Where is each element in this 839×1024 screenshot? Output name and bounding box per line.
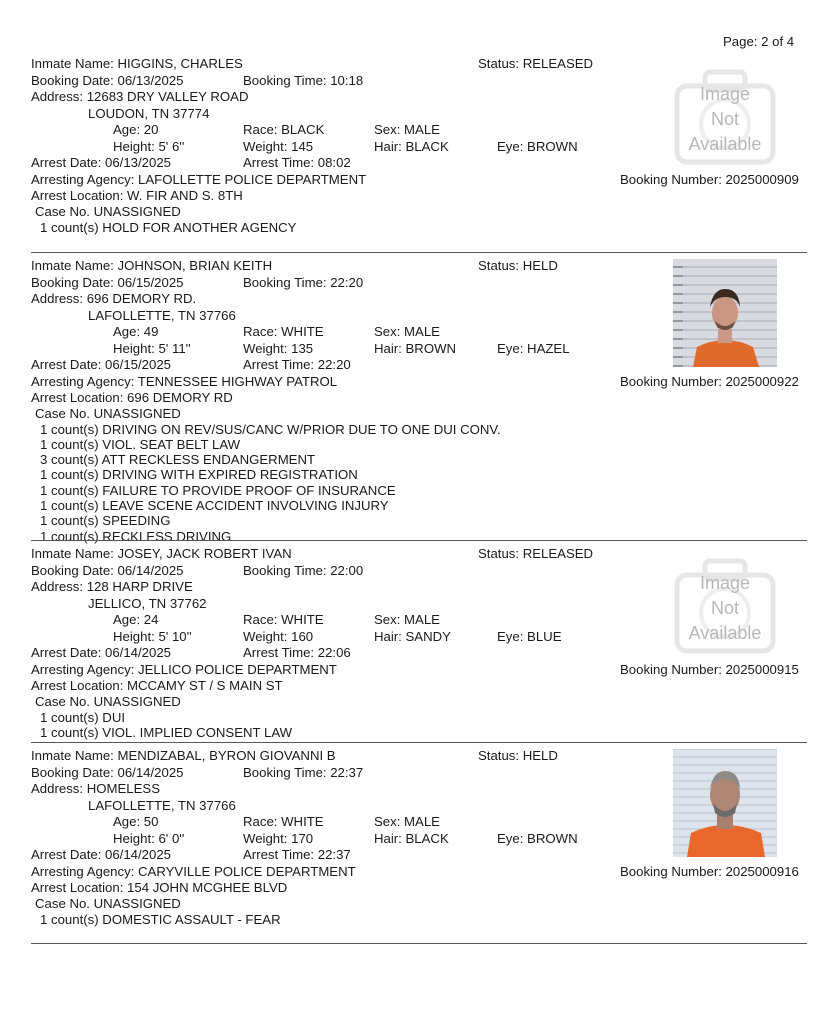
status: Status: RELEASED	[478, 56, 594, 71]
divider-bottom	[31, 943, 807, 944]
address-line1: Address: 12683 DRY VALLEY ROAD	[31, 89, 249, 104]
arresting-agency: Arresting Agency: CARYVILLE POLICE DEPARTMENT	[31, 863, 356, 879]
arrest-time: Arrest Time: 22:37	[243, 847, 351, 862]
booking-time: Booking Time: 10:18	[243, 72, 364, 88]
arrest-location: Arrest Location: 154 JOHN MCGHEE BLVD	[31, 880, 288, 895]
hair: Hair: BLACK	[374, 138, 449, 154]
booking-date: Booking Date: 06/14/2025	[31, 764, 184, 780]
charge-line: 1 count(s) SPEEDING	[40, 513, 171, 529]
weight: Weight: 170	[243, 830, 314, 846]
charge-line: 1 count(s) VIOL. IMPLIED CONSENT LAW	[40, 724, 293, 740]
address-line2: LOUDON, TN 37774	[88, 105, 210, 121]
arrest-location: Arrest Location: 696 DEMORY RD	[31, 390, 233, 405]
weight: Weight: 135	[243, 340, 314, 356]
booking-number: Booking Number: 2025000909	[620, 171, 799, 187]
image-not-available-word: Image	[699, 573, 751, 593]
race: Race: WHITE	[243, 814, 324, 829]
eye: Eye: BROWN	[497, 830, 578, 846]
sex: Sex: MALE	[374, 324, 440, 339]
arresting-agency: Arresting Agency: LAFOLLETTE POLICE DEPARTMENT	[31, 171, 367, 187]
inmate-name: Inmate Name: JOSEY, JACK ROBERT IVAN	[31, 546, 292, 561]
sex: Sex: MALE	[374, 122, 440, 137]
arrest-time: Arrest Time: 22:20	[243, 357, 351, 372]
race: Race: BLACK	[243, 122, 325, 137]
image-not-available-placeholder	[673, 66, 777, 174]
age: Age: 24	[113, 612, 159, 627]
charge-line: 1 count(s) FAILURE TO PROVIDE PROOF OF INSURANCE	[40, 482, 396, 498]
weight: Weight: 145	[243, 138, 314, 154]
status: Status: HELD	[478, 258, 558, 273]
charge-line: 1 count(s) DOMESTIC ASSAULT - FEAR	[40, 911, 281, 927]
height: Height: 5' 10''	[113, 628, 192, 644]
sex: Sex: MALE	[374, 814, 440, 829]
arrest-time: Arrest Time: 08:02	[243, 155, 351, 170]
age: Age: 20	[113, 122, 159, 137]
case-number: Case No. UNASSIGNED	[35, 406, 181, 421]
page-number: Page: 2 of 4	[723, 34, 795, 49]
charge-line: 1 count(s) DUI	[40, 709, 126, 725]
image-not-available-word: Not	[710, 598, 739, 618]
booking-time: Booking Time: 22:20	[243, 274, 364, 290]
image-not-available-word: Not	[710, 109, 739, 129]
status: Status: RELEASED	[478, 546, 594, 561]
hair: Hair: BLACK	[374, 830, 449, 846]
inmate-photo	[673, 259, 777, 367]
height: Height: 5' 6''	[113, 138, 185, 154]
arrest-date: Arrest Date: 06/14/2025	[31, 847, 172, 862]
address-line1: Address: 128 HARP DRIVE	[31, 579, 193, 594]
height: Height: 6' 0''	[113, 830, 185, 846]
hair: Hair: BROWN	[374, 340, 457, 356]
height: Height: 5' 11''	[113, 340, 191, 356]
eye: Eye: BROWN	[497, 138, 578, 154]
arrest-time: Arrest Time: 22:06	[243, 645, 351, 660]
booking-number: Booking Number: 2025000916	[620, 863, 799, 879]
charge-line: 1 count(s) HOLD FOR ANOTHER AGENCY	[40, 219, 297, 235]
booking-number: Booking Number: 2025000922	[620, 373, 799, 389]
address-line1: Address: 696 DEMORY RD.	[31, 291, 197, 306]
image-not-available-word: Available	[688, 623, 762, 643]
charge-line: 1 count(s) LEAVE SCENE ACCIDENT INVOLVING INJURY	[40, 498, 389, 513]
hair: Hair: SANDY	[374, 628, 451, 644]
eye: Eye: BLUE	[497, 628, 562, 644]
booking-time: Booking Time: 22:00	[243, 562, 364, 578]
age: Age: 50	[113, 814, 159, 829]
address-line2: LAFOLLETTE, TN 37766	[88, 797, 236, 813]
record-divider	[31, 252, 807, 253]
booking-date: Booking Date: 06/13/2025	[31, 72, 184, 88]
arresting-agency: Arresting Agency: TENNESSEE HIGHWAY PATROL	[31, 373, 338, 389]
weight: Weight: 160	[243, 628, 314, 644]
charge-line: 1 count(s) DRIVING WITH EXPIRED REGISTRATION	[40, 467, 358, 483]
arrest-date: Arrest Date: 06/13/2025	[31, 155, 172, 170]
arrest-location: Arrest Location: W. FIR AND S. 8TH	[31, 188, 243, 203]
arrest-date: Arrest Date: 06/14/2025	[31, 645, 172, 660]
record-divider	[31, 540, 807, 541]
arresting-agency: Arresting Agency: JELLICO POLICE DEPARTMENT	[31, 661, 337, 677]
status: Status: HELD	[478, 748, 558, 763]
image-not-available-text	[673, 82, 777, 157]
sex: Sex: MALE	[374, 612, 440, 627]
arrest-location: Arrest Location: MCCAMY ST / S MAIN ST	[31, 678, 283, 693]
race: Race: WHITE	[243, 324, 324, 339]
address-line1: Address: HOMELESS	[31, 781, 160, 796]
image-not-available-word: Image	[699, 84, 751, 104]
inmate-name: Inmate Name: HIGGINS, CHARLES	[31, 56, 243, 71]
case-number: Case No. UNASSIGNED	[35, 896, 181, 911]
record-divider	[31, 742, 807, 743]
inmate-name: Inmate Name: MENDIZABAL, BYRON GIOVANNI B	[31, 748, 336, 763]
arrest-date: Arrest Date: 06/15/2025	[31, 357, 172, 372]
age: Age: 49	[113, 324, 159, 339]
case-number: Case No. UNASSIGNED	[35, 694, 181, 709]
booking-number: Booking Number: 2025000915	[620, 661, 799, 677]
charge-line: 1 count(s) DRIVING ON REV/SUS/CANC W/PRIOR DUE TO ONE DUI CONV.	[40, 421, 501, 437]
booking-date: Booking Date: 06/15/2025	[31, 274, 184, 290]
charge-line: 3 count(s) ATT RECKLESS ENDANGERMENT	[40, 452, 316, 468]
image-not-available-text	[673, 571, 777, 646]
case-number: Case No. UNASSIGNED	[35, 204, 181, 219]
booking-date: Booking Date: 06/14/2025	[31, 562, 184, 578]
eye: Eye: HAZEL	[497, 340, 570, 356]
charge-line: 1 count(s) VIOL. SEAT BELT LAW	[40, 436, 241, 452]
race: Race: WHITE	[243, 612, 324, 627]
address-line2: JELLICO, TN 37762	[88, 595, 207, 611]
address-line2: LAFOLLETTE, TN 37766	[88, 307, 236, 323]
inmate-name: Inmate Name: JOHNSON, BRIAN KEITH	[31, 258, 273, 273]
image-not-available-word: Available	[688, 134, 762, 154]
inmate-photo	[673, 749, 777, 857]
charge-line: 1 count(s) RECKLESS DRIVING	[40, 528, 232, 544]
image-not-available-placeholder	[673, 555, 777, 663]
booking-time: Booking Time: 22:37	[243, 764, 364, 780]
